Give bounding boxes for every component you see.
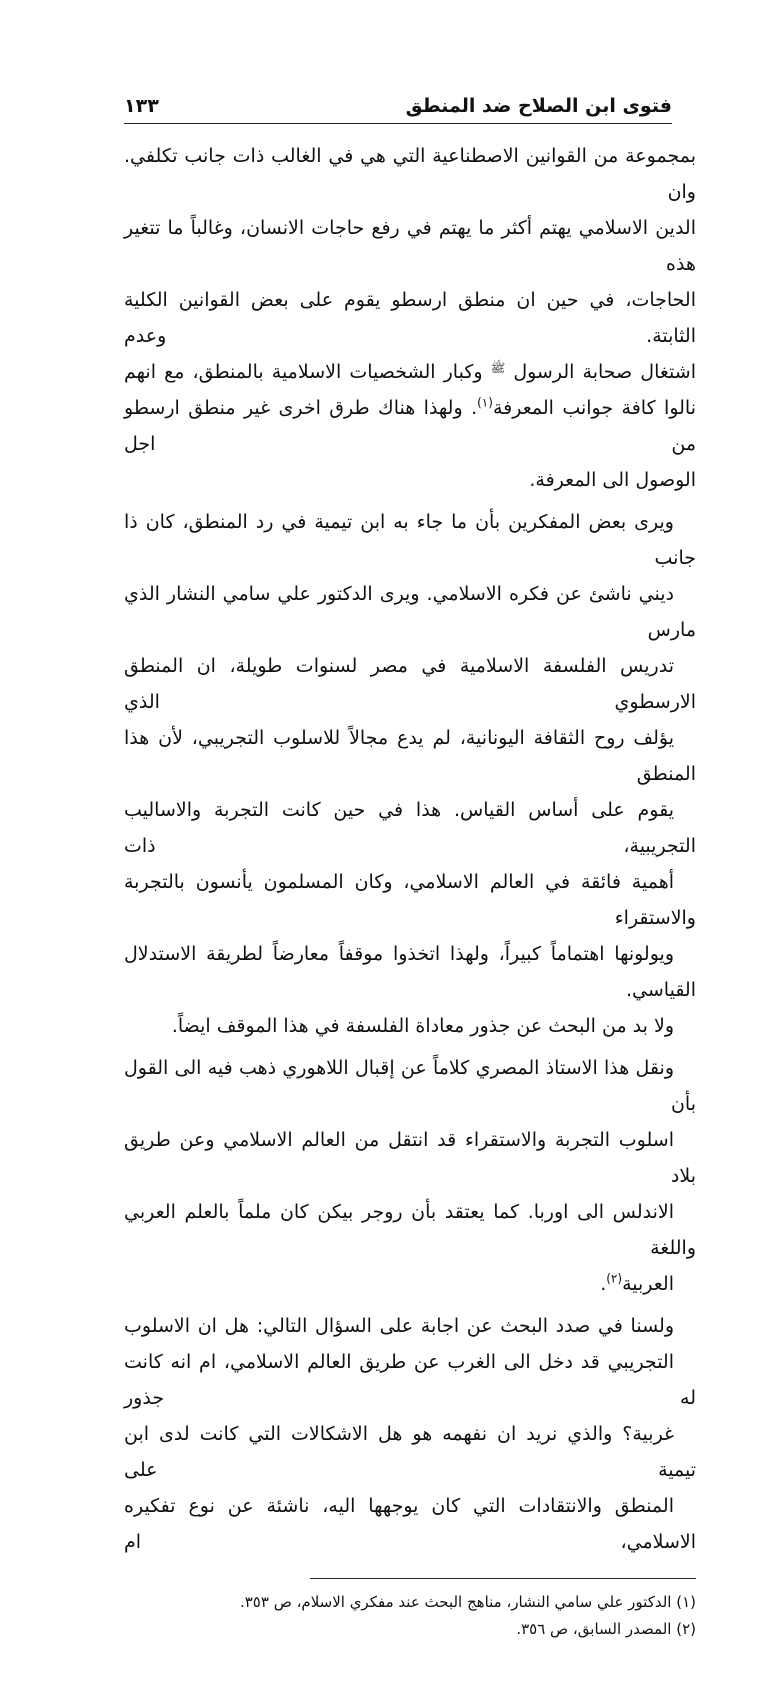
text-line: ولا بد من البحث عن جذور معاداة الفلسفة في هذا الموقف ايضاً. xyxy=(171,1015,674,1037)
text-line: اسلوب التجربة والاستقراء قد انتقل من العالم الاسلامي وعن طريق بلاد xyxy=(124,1129,696,1187)
body-text xyxy=(124,138,696,1560)
text-line: الحاجات، في حين ان منطق ارسطو يقوم على بعض القوانين الكلية الثابتة. وعدم xyxy=(124,289,696,347)
text-line: ويولونها اهتماماً كبيراً، ولهذا اتخذوا موقفاً معارضاً لطريقة الاستدلال القياسي. xyxy=(124,943,696,1001)
text-line xyxy=(124,354,696,390)
chapter-title: فتوى ابن الصلاح ضد المنطق xyxy=(405,95,672,117)
paragraph-3 xyxy=(124,1050,696,1302)
text-line xyxy=(124,390,696,462)
text-line: الاندلس الى اوربا. كما يعتقد بأن روجر بيكن كان ملماً بالعلم العربي واللغة xyxy=(124,1201,696,1259)
paragraph-1 xyxy=(124,138,696,498)
running-header xyxy=(124,92,672,122)
page-number: ١٣٣ xyxy=(124,95,159,117)
text-line: الوصول الى المعرفة. xyxy=(529,469,696,491)
text-segment: وكبار الشخصيات الاسلامية بالمنطق، مع انهم xyxy=(124,361,483,383)
footnote-ref-2[interactable]: (٢) xyxy=(606,1271,623,1286)
paragraph-2 xyxy=(124,504,696,1044)
text-segment: العربية xyxy=(622,1273,674,1295)
footnote-ref-1[interactable]: (١) xyxy=(477,395,493,410)
text-line: أهمية فائقة في العالم الاسلامي، وكان المسلمون يأنسون بالتجربة والاستقراء xyxy=(124,871,696,929)
text-line: تدريس الفلسفة الاسلامية في مصر لسنوات طويلة، ان المنطق الارسطوي الذي xyxy=(124,655,696,713)
text-line: الدين الاسلامي يهتم أكثر ما يهتم في رفع حاجات الانسان، وغالباً ما تتغير هذه xyxy=(124,217,696,275)
text-line: ديني ناشئ عن فكره الاسلامي. ويرى الدكتور علي سامي النشار الذي مارس xyxy=(124,583,696,641)
footnote-2: (٢) المصدر السابق، ص ٣٥٦. xyxy=(516,1620,696,1638)
footnote-1: (١) الدكتور علي سامي النشار، مناهج البحث عند مفكري الاسلام، ص ٣٥٣. xyxy=(239,1593,696,1611)
text-line: غربية؟ والذي نريد ان نفهمه هو هل الاشكالات التي كانت لدى ابن تيمية على xyxy=(124,1423,696,1481)
text-line: بمجموعة من القوانين الاصطناعية التي هي في الغالب ذات جانب تكلفي. وان xyxy=(124,145,696,203)
footnote-area xyxy=(124,1578,696,1683)
header-rule xyxy=(124,123,672,124)
text-line: يؤلف روح الثقافة اليونانية، لم يدع مجالاً للاسلوب التجريبي، لأن هذا المنطق xyxy=(124,727,696,785)
honorific-symbol: ﷺ xyxy=(490,361,506,375)
paragraph-4 xyxy=(124,1308,696,1560)
text-line: ولسنا في صدد البحث عن اجابة على السؤال التالي: هل ان الاسلوب xyxy=(124,1315,674,1337)
text-line: ويرى بعض المفكرين بأن ما جاء به ابن تيمية في رد المنطق، كان ذا جانب xyxy=(124,511,696,569)
text-segment: . xyxy=(600,1273,607,1295)
footnote-separator xyxy=(310,1578,696,1579)
footnotes xyxy=(124,1589,696,1643)
text-line: المنطق والانتقادات التي كان يوجهها اليه، ناشئة عن نوع تفكيره الاسلامي، ام xyxy=(124,1495,696,1553)
text-segment: اشتغال صحابة الرسول xyxy=(513,361,696,383)
text-line: يقوم على أساس القياس. هذا في حين كانت التجربة والاساليب التجريبية، ذات xyxy=(124,799,696,857)
text-segment: . ولهذا هناك طرق اخرى غير منطق ارسطو من اجل xyxy=(124,397,696,455)
text-line: ونقل هذا الاستاذ المصري كلاماً عن إقبال اللاهوري ذهب فيه الى القول بأن xyxy=(124,1057,696,1115)
text-segment: نالوا كافة جوانب المعرفة xyxy=(492,397,696,419)
text-line xyxy=(124,1266,696,1302)
text-line: التجريبي قد دخل الى الغرب عن طريق العالم الاسلامي، ام انه كانت له جذور xyxy=(124,1351,696,1409)
